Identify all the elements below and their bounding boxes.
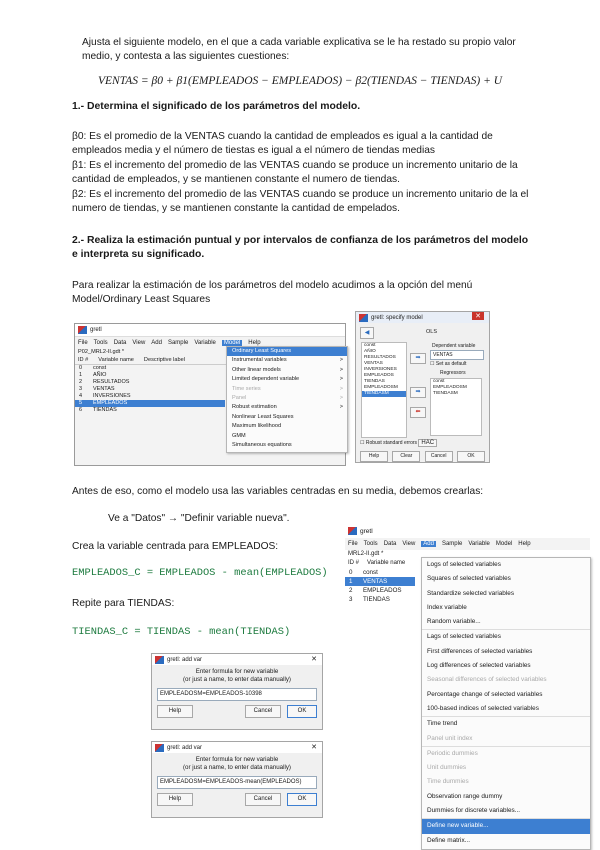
var-list-item[interactable]: const <box>364 343 376 348</box>
col-label: Descriptive label <box>143 357 185 363</box>
robust-checkbox[interactable]: ☐ Robust standard errors HAC <box>360 440 437 446</box>
dataset-file: P02_MRL2-II.gdt * <box>78 349 125 355</box>
menu-sample[interactable]: Sample <box>441 541 463 547</box>
submenu-arrow-icon: > <box>339 357 343 364</box>
regressor-item[interactable]: TIENDASM <box>433 391 458 396</box>
model-formula <box>0 75 600 87</box>
model-menu-item[interactable] <box>227 413 347 422</box>
var-id: 2 <box>349 587 353 594</box>
var-id: 1 <box>349 578 353 585</box>
regressors-label: Regressors <box>440 370 466 376</box>
var-list-item[interactable]: EMPLEADOSM <box>364 385 398 390</box>
add-menu-item[interactable]: First differences of selected variables <box>427 647 533 655</box>
available-vars-list[interactable] <box>361 342 407 438</box>
add-menu-item[interactable]: Time dummies <box>427 778 469 786</box>
add-var-titlebar <box>152 654 322 665</box>
model-menu-item[interactable] <box>227 375 347 384</box>
add-var-titlebar <box>152 742 322 753</box>
menu-variable[interactable]: Variable <box>194 339 216 346</box>
create-empleados-text: Crea la variable centrada para EMPLEADOS: <box>72 541 279 552</box>
close-icon[interactable]: ✕ <box>472 312 484 320</box>
model-menu-item[interactable] <box>227 366 347 375</box>
var-list-item[interactable]: VENTAS <box>364 361 383 366</box>
add-menu-item[interactable]: Observation range dummy <box>427 792 503 800</box>
formula-text: VENTAS = β0 + β1(EMPLEADOS − EMPLEADOS) − β2(TIENDAS − TIENDAS) + U <box>97 75 503 87</box>
add-var-dialog-1 <box>151 653 323 730</box>
dataset-file: MRL2-II.gdt * <box>348 551 384 557</box>
code-tiendas: TIENDAS_C = TIENDAS - mean(TIENDAS) <box>72 626 291 638</box>
var-list-item[interactable]: TIENDAS <box>364 379 385 384</box>
menu-item-label: Maximum likelihood <box>232 423 282 430</box>
menu-item-label: Simultaneous equations <box>232 441 292 448</box>
var-name: TIENDAS <box>93 407 117 413</box>
menu-item-label: Nonlinear Least Squares <box>232 413 294 420</box>
add-menu-item[interactable]: Periodic dummies <box>427 749 478 757</box>
add-menu-item[interactable]: Lags of selected variables <box>427 633 501 641</box>
beta1-text: β1: Es el incremento del promedio de las VENTAS cuando se produce un incremento unitario de la cantidad de empleados, y se mantienen constante el numero de tiendas. <box>72 160 518 185</box>
variable-row[interactable] <box>75 365 225 372</box>
menu-item-label: Robust estimation <box>232 404 277 411</box>
model-menu-item[interactable] <box>227 441 347 450</box>
add-menu-item[interactable]: Time trend <box>427 720 458 728</box>
help-button[interactable]: Help <box>157 705 193 718</box>
gretl-logo-icon <box>155 744 164 752</box>
menu-item-label: Time series <box>232 385 261 392</box>
menu-item-label: Other linear models <box>232 366 281 373</box>
add-menu-item[interactable]: Percentage change of selected variables <box>427 690 543 698</box>
specify-titlebar <box>356 312 489 323</box>
var-list-item[interactable]: EMPLEADOS <box>364 373 394 378</box>
dialog-buttons <box>157 793 317 806</box>
dialog-title: gretl: add var <box>167 656 203 663</box>
add-menu-item[interactable]: 100-based indices of selected variables <box>422 702 590 717</box>
repeat-tiendas-text: Repite para TIENDAS: <box>72 598 175 609</box>
var-name: VENTAS <box>93 386 115 392</box>
var-name: TIENDAS <box>363 596 390 603</box>
variable-row[interactable] <box>345 586 415 595</box>
add-menu-item[interactable]: Panel unit index <box>422 732 590 747</box>
add-regressor-arrow-icon[interactable]: ➡ <box>410 387 426 398</box>
menu-view[interactable]: View <box>132 339 146 346</box>
model-menu-item[interactable] <box>227 347 347 356</box>
menu-variable[interactable]: Variable <box>468 541 490 547</box>
gretl-logo-icon <box>359 314 368 322</box>
var-id: 3 <box>349 596 353 603</box>
menu-file[interactable]: File <box>78 339 88 346</box>
model-menu-item[interactable] <box>227 385 347 394</box>
var-list-header <box>75 356 228 365</box>
cancel-button[interactable]: Cancel <box>245 705 281 718</box>
menubar <box>345 538 590 550</box>
variable-row[interactable] <box>75 386 225 393</box>
var-list-item[interactable]: AÑIO <box>364 349 376 354</box>
regressor-item[interactable]: EMPLEADOSM <box>433 385 467 390</box>
add-menu-item[interactable]: Standardize selected variables <box>427 589 515 597</box>
prompt-line-2: (or just a name, to enter data manually) <box>183 676 291 683</box>
var-name: const <box>363 569 378 576</box>
gretl-logo-icon <box>348 527 357 535</box>
robust-label: Robust standard errors <box>365 440 418 446</box>
var-id: 2 <box>79 379 83 385</box>
ok-button[interactable]: OK <box>457 451 485 462</box>
submenu-arrow-icon: > <box>339 385 343 392</box>
menu-help[interactable]: Help <box>248 339 261 346</box>
add-menu-item[interactable]: Define new variable... <box>422 819 590 833</box>
menu-item-label: Instrumental variables <box>232 357 287 364</box>
add-menu-dropdown <box>421 557 591 850</box>
submenu-arrow-icon: > <box>339 366 343 373</box>
model-menu-item[interactable] <box>227 432 347 441</box>
prompt-line-2: (or just a name, to enter data manually) <box>183 764 291 771</box>
col-name: Variable name <box>98 357 134 363</box>
menu-tools[interactable]: Tools <box>363 541 378 547</box>
menu-model[interactable]: Model <box>223 339 241 346</box>
dialog-title: gretl: add var <box>167 744 203 751</box>
var-id: 5 <box>79 400 83 406</box>
menu-sample[interactable]: Sample <box>167 339 189 346</box>
remove-regressor-arrow-icon[interactable]: ⬅ <box>410 407 426 418</box>
var-id: 0 <box>79 365 83 371</box>
help-button[interactable]: Help <box>157 793 193 806</box>
var-list-item[interactable]: TIENDASM <box>362 391 406 397</box>
menu-add[interactable]: Add <box>151 339 162 346</box>
var-id: 3 <box>79 386 83 392</box>
var-list-item[interactable]: RESULTADOS <box>364 355 396 360</box>
variable-row[interactable] <box>75 393 225 400</box>
menu-data[interactable]: Data <box>383 541 397 547</box>
window-title: gretl <box>360 527 373 535</box>
add-menu-item[interactable]: Unit dummies <box>427 764 467 772</box>
gretl-add-titlebar <box>345 524 590 538</box>
set-default-label: Set as default <box>435 361 467 367</box>
submenu-arrow-icon: > <box>339 394 343 401</box>
col-id: ID # <box>348 560 360 566</box>
menu-help[interactable]: Help <box>518 541 531 547</box>
dialog-buttons <box>157 705 317 718</box>
add-menu-item[interactable]: Squares of selected variables <box>427 575 511 583</box>
var-name: VENTAS <box>363 578 388 585</box>
before-text: Antes de eso, como el modelo usa las variables centradas en su media, debemos crearlas: <box>72 486 484 497</box>
cancel-button[interactable]: Cancel <box>425 451 453 462</box>
gretl-logo-icon <box>155 656 164 664</box>
clear-button[interactable]: Clear <box>392 451 420 462</box>
section1-heading: 1.- Determina el significado de los parámetros del modelo. <box>72 101 361 112</box>
add-menu-item[interactable]: Random variable... <box>422 615 590 630</box>
menu-file[interactable]: File <box>348 541 358 547</box>
formula-input[interactable]: EMPLEADOSM=EMPLEADOS-mean(EMPLEADOS) <box>157 776 317 789</box>
add-menu-item[interactable]: Define matrix... <box>427 836 470 844</box>
col-id: ID # <box>78 357 89 363</box>
ols-label: OLS <box>426 329 438 335</box>
cancel-button[interactable]: Cancel <box>245 793 281 806</box>
section2-heading: 2.- Realiza la estimación puntual y por intervalos de confianza de los parámetros del modelo e interpreta su significado. <box>72 235 529 260</box>
formula-prompt <box>152 756 322 772</box>
variable-row[interactable] <box>345 568 415 577</box>
var-id: 4 <box>79 393 83 399</box>
close-icon[interactable]: ✕ <box>311 656 317 663</box>
model-menu-item[interactable] <box>227 403 347 412</box>
back-arrow-icon[interactable]: ◀ <box>360 327 374 339</box>
add-menu-item[interactable]: Logs of selected variables <box>427 561 501 568</box>
specify-title: gretl: specify model <box>371 314 423 321</box>
var-name: EMPLEADOS <box>93 400 128 406</box>
beta0-text: β0: Es el promedio de la VENTAS cuando la cantidad de empleados es igual a la cantidad de empleados media y el número de tiestas es igual a el número de tiendas medias <box>72 131 493 156</box>
menu-item-label: GMM <box>232 432 246 439</box>
var-list-item[interactable]: INVERSIONES <box>364 367 397 372</box>
var-id: 0 <box>349 569 353 576</box>
model-menu-item[interactable] <box>227 394 347 403</box>
close-icon[interactable]: ✕ <box>311 744 317 751</box>
formula-input[interactable]: EMPLEADOSM=EMPLEADOS-10398 <box>157 688 317 701</box>
ok-button[interactable]: OK <box>287 793 317 806</box>
variable-row[interactable] <box>75 400 225 407</box>
var-id: 1 <box>79 372 83 378</box>
set-default-checkbox[interactable]: ☐ Set as default <box>430 361 467 367</box>
code-empleados: EMPLEADOS_C = EMPLEADOS - mean(EMPLEADOS) <box>72 567 328 579</box>
model-menu-item[interactable] <box>227 422 347 431</box>
variable-list <box>75 365 225 414</box>
var-id: 6 <box>79 407 83 413</box>
regressor-item[interactable]: const <box>433 379 445 384</box>
gretl-logo-icon <box>78 326 87 334</box>
prompt-line-1: Enter formula for new variable <box>195 756 279 763</box>
gretl-titlebar <box>75 324 345 337</box>
variable-row[interactable] <box>345 595 415 604</box>
add-var-dialog-2 <box>151 741 323 818</box>
intro-text: Ajusta el siguiente modelo, en el que a cada variable explicativa se le ha restado su propio valor medio, y contesta a las siguientes cuestiones: <box>82 37 516 62</box>
dependent-input[interactable]: VENTAS <box>430 350 484 360</box>
menu-data[interactable]: Data <box>113 339 127 346</box>
var-name: EMPLEADOS <box>363 587 402 594</box>
var-name: AÑIO <box>93 372 107 378</box>
add-dependent-arrow-icon[interactable]: ➡ <box>410 353 426 364</box>
variable-row[interactable] <box>75 379 225 386</box>
menu-view[interactable]: View <box>402 541 416 547</box>
variable-list <box>345 568 415 604</box>
submenu-arrow-icon: > <box>339 404 343 411</box>
specify-model-dialog <box>355 311 490 463</box>
add-menu-item[interactable]: Dummies for discrete variables... <box>422 804 590 819</box>
variable-row[interactable] <box>75 372 225 379</box>
ok-button[interactable]: OK <box>287 705 317 718</box>
variable-row[interactable] <box>345 577 415 586</box>
model-menu-dropdown <box>226 346 348 453</box>
add-menu-item[interactable]: Index variable <box>427 603 467 611</box>
regressors-list[interactable] <box>430 378 482 436</box>
help-button[interactable]: Help <box>360 451 388 462</box>
prompt-line-1: Enter formula for new variable <box>195 668 279 675</box>
menu-item-label: Limited dependent variable <box>232 376 300 383</box>
menu-item-label: Panel <box>232 394 247 401</box>
goto-instruction: Ve a "Datos" → "Definir variable nueva". <box>108 513 290 524</box>
dependent-label: Dependent variable <box>432 343 476 349</box>
add-menu-item[interactable]: Log differences of selected variables <box>427 662 531 670</box>
var-name: RESULTADOS <box>93 379 130 385</box>
hac-button[interactable]: HAC <box>418 439 437 447</box>
window-title: gretl <box>90 327 102 333</box>
menu-model[interactable]: Model <box>495 541 513 547</box>
col-name: Variable name <box>367 560 406 566</box>
var-name: INVERSIONES <box>93 393 131 399</box>
dialog-buttons <box>360 451 485 462</box>
menu-item-label: Ordinary Least Squares <box>232 348 292 354</box>
add-menu-item[interactable]: Seasonal differences of selected variables <box>427 676 547 684</box>
formula-prompt <box>152 668 322 684</box>
model-menu-item[interactable] <box>227 356 347 365</box>
beta2-text: β2: Es el incremento del promedio de las VENTAS cuando se produce un incremento unitario de la el numero de tiendas, y se mantienen constante la cantidad de empelados. <box>72 189 529 214</box>
ols-paragraph: Para realizar la estimación de los parámetros del modelo acudimos a la opción del menú Model/Ordinary Least Squares <box>72 280 473 305</box>
var-name: const <box>93 365 107 371</box>
variable-row[interactable] <box>75 407 225 414</box>
submenu-arrow-icon: > <box>339 376 343 383</box>
menu-tools[interactable]: Tools <box>93 339 108 346</box>
menu-add[interactable]: Add <box>423 541 434 547</box>
